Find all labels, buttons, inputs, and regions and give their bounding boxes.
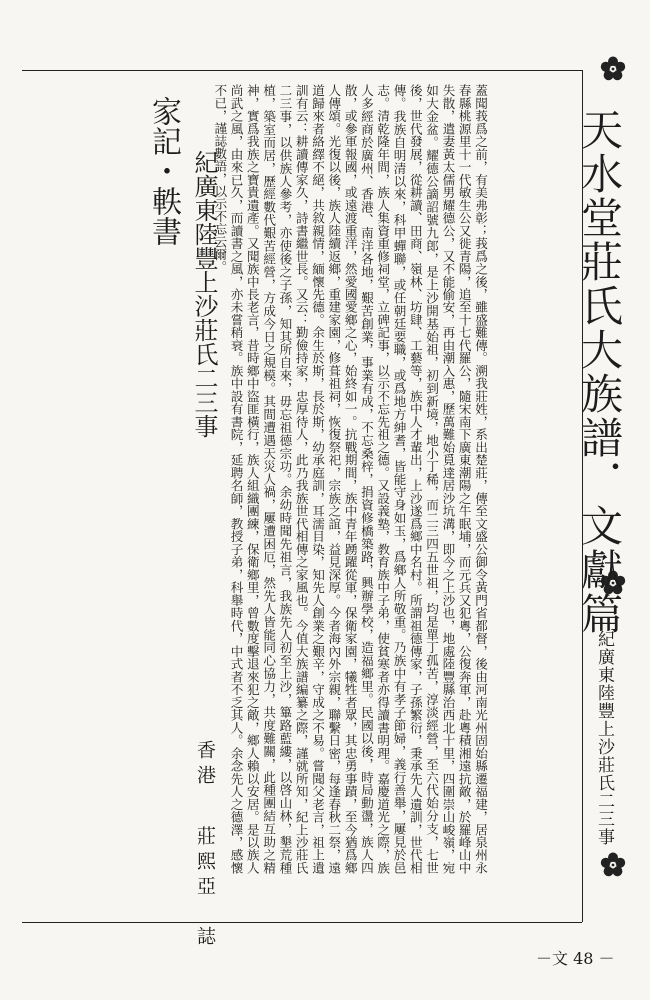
section-subtitle: 紀廣東陸豐上沙莊氏二三事 [190,150,218,438]
author-name: 莊熙亞 誌 [194,826,216,951]
body-text: 蓋聞莪爲之前，有美弗彰；莪爲之後，雖盛難傳。溯我莊姓，系出楚莊，傳至文盛公御令黃門省都督，後由河南光州固始縣遷福建，居泉州永春縣桃源里十一代敏生公又徙青陽，追至十七代羅公，隨宋南下廣東潮陽之牛眠埔，而元兵又犯粵，公復奔軍，赴粵積湘遠抗敵，於羅峰山中失散，遣妻黃太儒男耀德公，又不能偷安，再由潮入惠，歷萬難始覓達居沙坑溝，即今之上沙也，地處陸豐縣治西北十里，四圍崇山峻嶺，宛如大金盆。耀德公謫詔號九郎，是上沙開基始祖，初到新境，地小丁稀，而二三四五世祖，均是單丁孤苦，淳淡經營，至六代始分支，七世後，世代發展，從耕讀、田商、嶺林、坊肆、工藝等，族中人才輩出，上沙遂爲鄉中名村。所謂祖德傳家，子孫繁衍，秉承先人遺訓，世代相傳。我族自明清以來，科甲蟬聯，或任朝廷要職，或爲地方紳耆，皆能守身如玉，爲鄉人所敬重。乃族中有孝子節婦，義行善舉，屢見於邑志。清乾隆年間，族人集資重修祠堂，立碑記事，以示不忘先祖之德。又設義塾，教育族中子弟，使貧寒者亦得讀書明理。嘉慶道光之際，族人多經商於廣州、香港、南洋各地，艱苦創業，事業有成，不忘桑梓，捐資修橋築路，興辦學校，造福鄉里。民國以後，時局動盪，族人四散，或參軍報國，或遠渡重洋，然愛國愛鄉之心，始終如一。抗戰期間，族中青年踴躍從軍，保衛家園，犧牲者眾，其忠勇事蹟，至今猶爲鄉人傳頌。光復以後，族人陸續返鄉，重建家園，修葺祖祠，恢復祭祀，宗族之誼，益見深厚。今者海內外宗親，聯繫日密，每逢春秋二祭，遠道歸來者絡繹不絕，共敘親情，緬懷先德。余生於斯，長於斯，幼承庭訓，耳濡目染，知先人創業之艱辛，守成之不易。嘗聞父老言，祖上遺訓有云：耕讀傳家久，詩書繼世長。又云：勤儉持家，忠厚待人，此乃我族世代相傳之家風也。今值大族譜編纂之際，謹就所知，紀上沙莊氏二三事，以供族人參考，亦使後之子孫，知其所自來，毋忘祖德宗功。余幼時聞先祖言，我族先人初至上沙，篳路藍縷，以啓山林，墾荒種植，築室而居，歷經數代艱苦經營，方成今日之規模。其間遭遇天災人禍，屢遭困厄，然先人皆能同心協力，共度難關，此種團結互助之精神，實爲我族之寶貴遺產。又聞族中長老言，昔時鄉中盜匪橫行，族人組織團練，保衛鄉里，曾數度擊退來犯之敵，鄉人賴以安居。是以族人尚武之風，由來已久，而讀書之風，亦未嘗稍衰。族中設有書院，延聘名師，教授子弟，科舉時代，中式者不乏其人。余念先人之德澤，感懷不已，謹誌數語，以示不忘云爾。 [212,84,488,874]
section-title: 家記・軼書 [146,96,181,246]
page-number: －文 48 － [536,949,615,968]
plum-blossom-icon [600,56,626,82]
book-title: 天水堂莊氏大族譜．文獻篇 [575,108,624,636]
plum-blossom-icon [600,852,626,878]
frame-bottom-line [22,922,582,923]
frame-top-line [22,70,582,71]
side-caption: 紀廣東陸豐上沙莊氏二三事 [594,630,614,846]
author-region: 香港 [194,740,216,790]
